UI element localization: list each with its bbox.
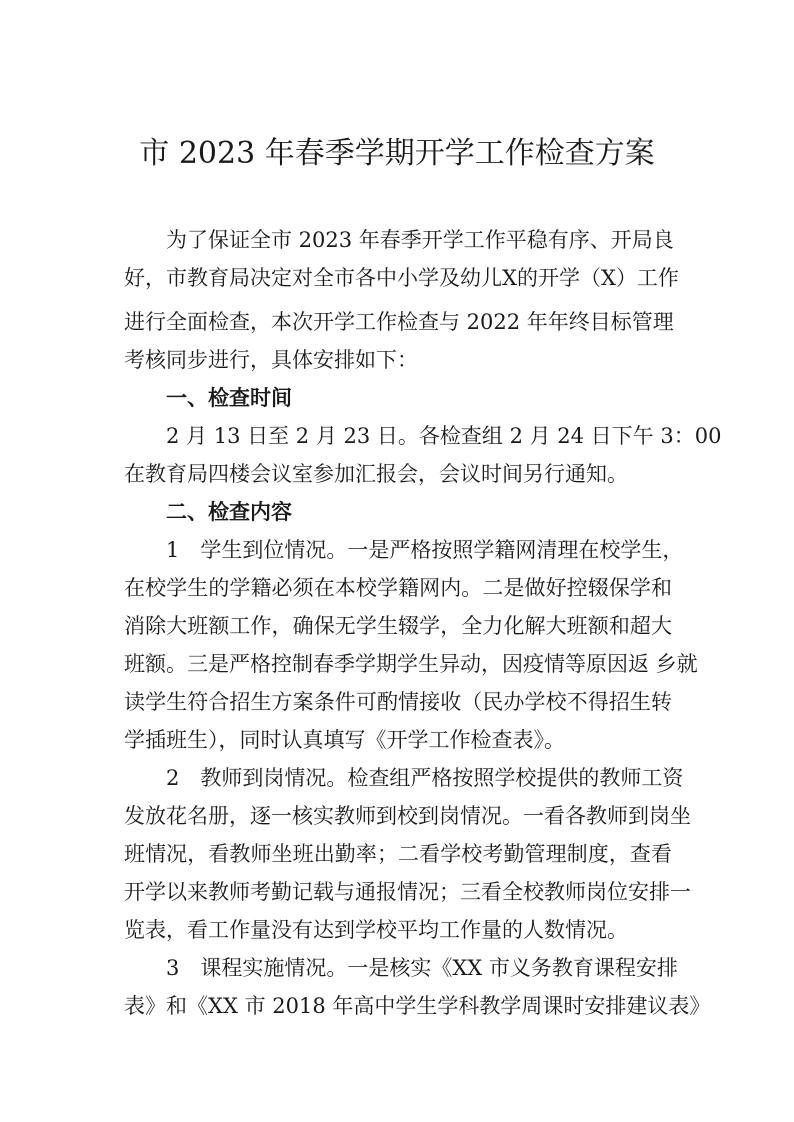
item2-line: 班情况，看教师坐班出勤率；二看学校考勤管理制度，查看: [124, 842, 672, 866]
item1-line: 学插班生），同时认真填写《开学工作检查表》。: [124, 728, 565, 752]
intro-line: 进行全面检查，本次开学工作检查与 2022 年年终目标管理: [124, 310, 674, 334]
intro-line: 为了保证全市 2023 年春季开学工作平稳有序、开局良: [166, 228, 674, 252]
document-title: 市 2023 年春季学期开学工作检查方案: [139, 136, 655, 171]
item1-line: 消除大班额工作，确保无学生辍学，全力化解大班额和超大: [124, 614, 672, 638]
item3-line: 3 课程实施情况。一是核实《XX 市义务教育课程安排: [166, 956, 678, 980]
item1-line: 在校学生的学籍必须在本校学籍网内。二是做好控辍保学和: [124, 576, 672, 600]
section-heading-content: 二、检查内容: [166, 500, 292, 524]
section-heading-time: 一、检查时间: [166, 386, 292, 410]
intro-line: 考核同步进行，具体安排如下：: [124, 348, 418, 372]
item3-line: 表》和《XX 市 2018 年高中学生学科教学周课时安排建议表》: [124, 994, 711, 1018]
section-time-line: 在教育局四楼会议室参加汇报会，会议时间另行通知。: [124, 462, 628, 486]
item2-line: 2 教师到岗情况。检查组严格按照学校提供的教师工资: [166, 766, 684, 790]
item1-line: 1 学生到位情况。一是严格按照学籍网清理在校学生，: [166, 538, 684, 562]
item2-line: 览表，看工作量没有达到学校平均工作量的人数情况。: [124, 918, 628, 942]
section-time-line: 2 月 13 日至 2 月 23 日。各检查组 2 月 24 日下午 3：00: [166, 424, 722, 448]
item1-line: 读学生符合招生方案条件可酌情接收（民办学校不得招生转: [124, 690, 672, 714]
intro-line: 好，市教育局决定对全市各中小学及幼儿X的开学（X）工作: [124, 266, 679, 290]
item1-line: 班额。三是严格控制春季学期学生异动，因疫情等原因返 乡就: [124, 652, 698, 676]
item2-line: 开学以来教师考勤记载与通报情况；三看全校教师岗位安排一: [124, 880, 691, 904]
item2-line: 发放花名册，逐一核实教师到校到岗情况。一看各教师到岗坐: [124, 804, 691, 828]
